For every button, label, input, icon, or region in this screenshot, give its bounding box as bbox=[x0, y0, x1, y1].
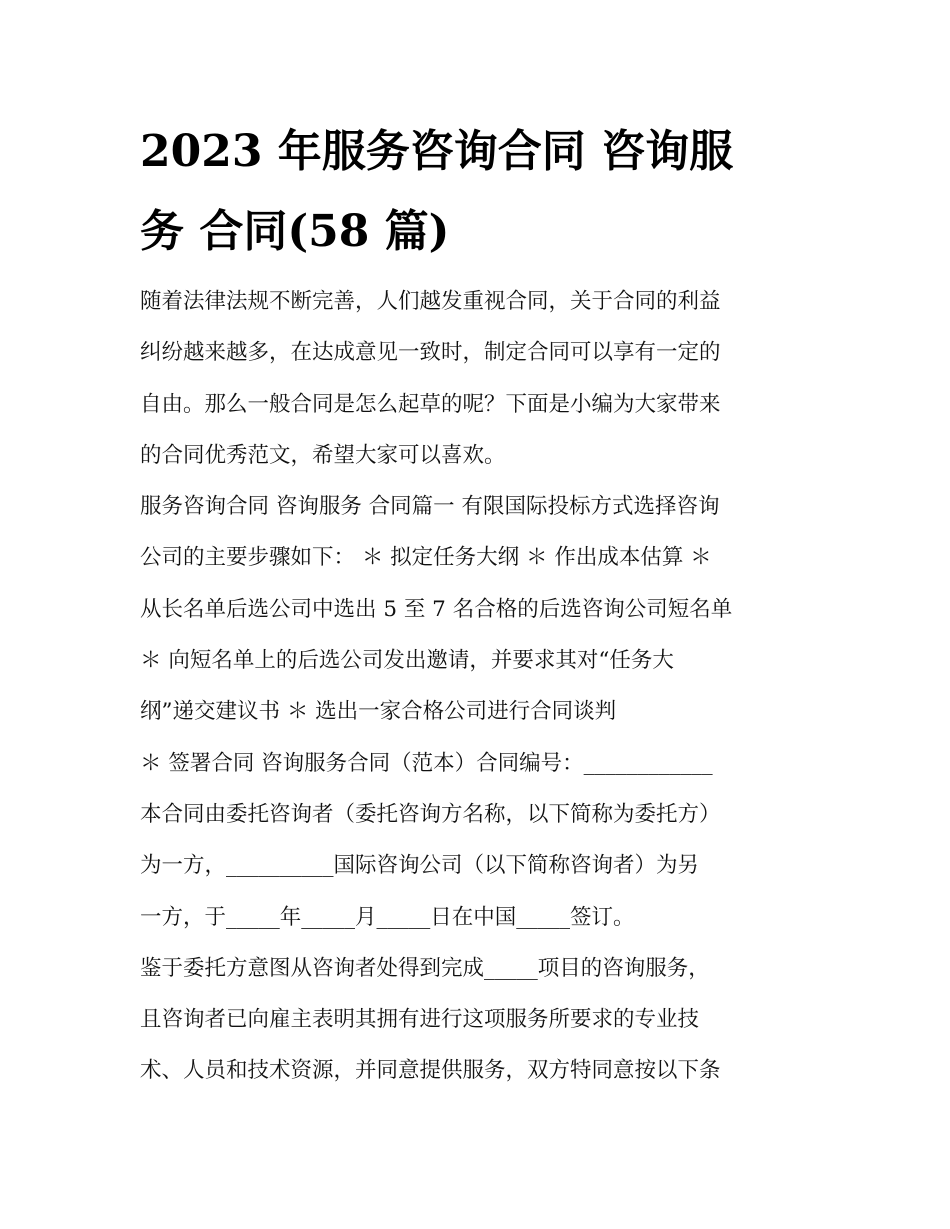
paragraph-steps bbox=[140, 481, 820, 737]
text-line: 本合同由委托咨询者（委托咨询方名称，以下简称为委托方） bbox=[140, 801, 721, 827]
text-line: 鉴于委托方意图从咨询者处得到完成_____项目的咨询服务， bbox=[140, 955, 710, 981]
text-line: 纠纷越来越多，在达成意见一致时，制定合同可以享有一定的 bbox=[140, 340, 721, 366]
document-title bbox=[140, 112, 820, 272]
document-body bbox=[140, 276, 820, 1097]
text-line: 服务咨询合同 咨询服务 合同篇一 有限国际投标方式选择咨询 bbox=[140, 494, 720, 520]
text-line: 自由。那么一般合同是怎么起草的呢？下面是小编为大家带来 bbox=[140, 391, 721, 417]
text-line: 的合同优秀范文，希望大家可以喜欢。 bbox=[140, 442, 506, 468]
text-line: 术、人员和技术资源，并同意提供服务，双方特同意按以下条 bbox=[140, 1058, 721, 1084]
paragraph-contract-header bbox=[140, 738, 820, 943]
text-line: 一方，于_____年_____月_____日在中国_____签订。 bbox=[140, 904, 635, 930]
text-line: ＊ 向短名单上的后选公司发出邀请，并要求其对“任务大 bbox=[140, 648, 674, 674]
text-line: ＊ 签署合同 咨询服务合同（范本）合同编号：____________ bbox=[140, 750, 713, 776]
title-line: 务 合同(58 篇) bbox=[140, 206, 450, 257]
text-line: 随着法律法规不断完善，人们越发重视合同，关于合同的利益 bbox=[140, 289, 721, 314]
text-line: 公司的主要步骤如下： ＊ 拟定任务大纲 ＊ 作出成本估算 ＊ bbox=[140, 545, 712, 571]
text-line: 为一方，__________国际咨询公司（以下简称咨询者）为另 bbox=[140, 853, 700, 879]
paragraph-recitals bbox=[140, 943, 820, 1097]
text-line: 从长名单后选公司中选出 5 至 7 名合格的后选咨询公司短名单 bbox=[140, 596, 733, 622]
title-line: 2023 年服务咨询合同 咨询服 bbox=[140, 126, 734, 177]
paragraph-intro bbox=[140, 276, 820, 481]
text-line: 纲”递交建议书 ＊ 选出一家合格公司进行合同谈判 bbox=[140, 699, 617, 725]
text-line: 且咨询者已向雇主表明其拥有进行这项服务所要求的专业技 bbox=[140, 1007, 700, 1033]
